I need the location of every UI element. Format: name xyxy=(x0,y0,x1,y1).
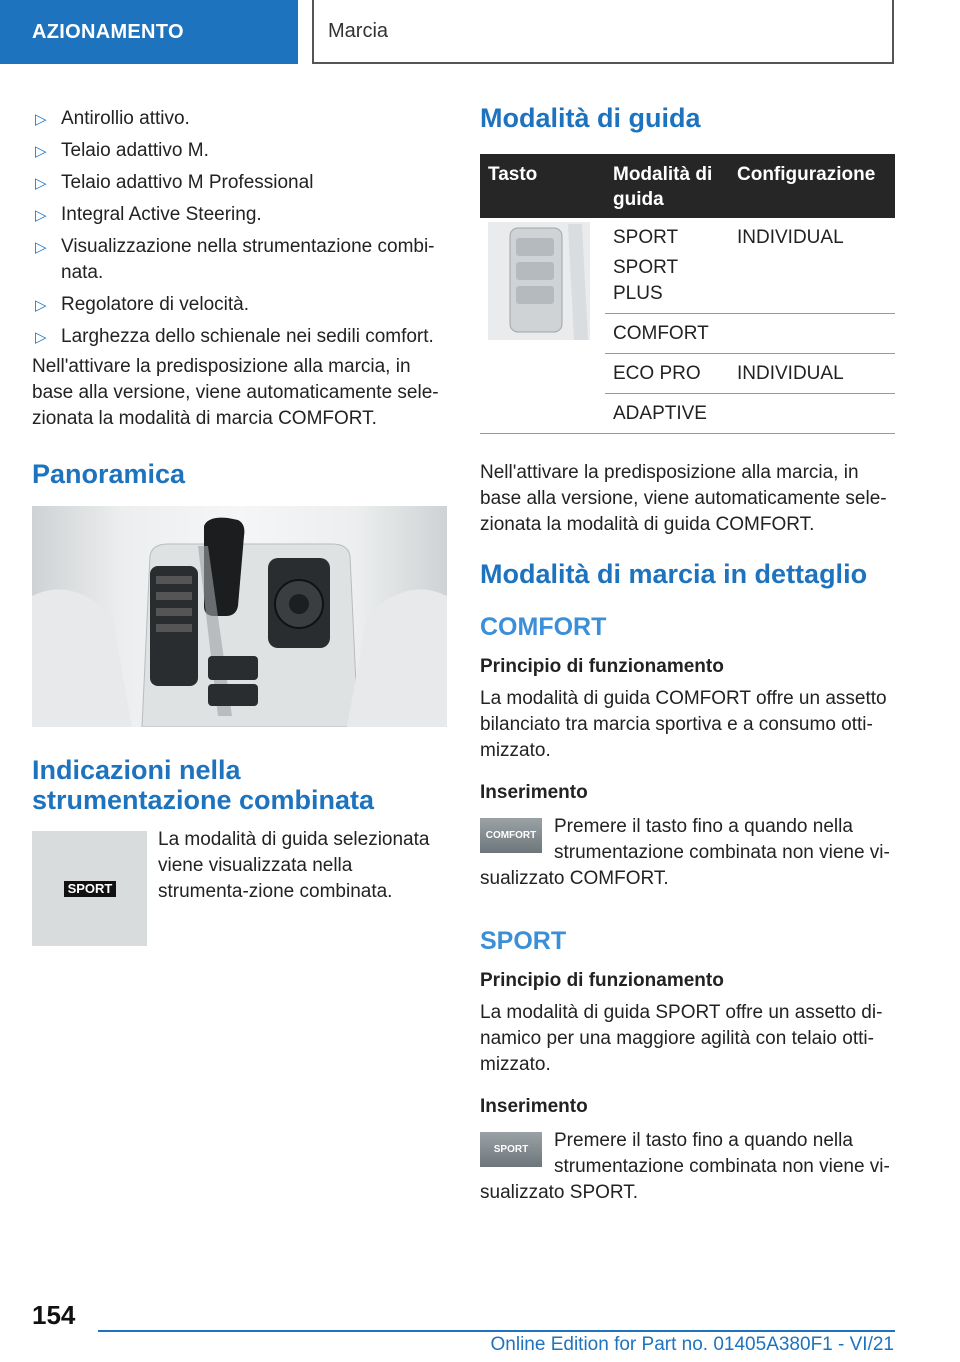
sport-button-icon: SPORT xyxy=(480,1132,542,1167)
comfort-inserimento-text: Premere il tasto fino a quando nella strumentazione combinata non viene vi-sualizzato COMFORT. xyxy=(480,816,890,889)
chapter-title: Marcia xyxy=(312,0,894,64)
table-row: ECO PRO INDIVIDUAL xyxy=(480,354,895,394)
heading-indicazioni: Indicazioni nella strumentazione combinata xyxy=(32,755,375,815)
sport-inserimento-heading: Inserimento xyxy=(480,1096,588,1117)
triangle-bullet-icon: ▷ xyxy=(35,143,47,160)
table-row: SPORT PLUS xyxy=(480,251,895,314)
list-item: ▷ Antirollio attivo. xyxy=(32,106,447,132)
triangle-bullet-icon: ▷ xyxy=(35,207,47,224)
comfort-inserimento-heading: Inserimento xyxy=(480,782,588,803)
triangle-bullet-icon: ▷ xyxy=(35,239,47,256)
section-tab: AZIONAMENTO xyxy=(0,0,298,64)
comfort-principio-heading: Principio di funzionamento xyxy=(480,656,724,677)
table-row: ADAPTIVE xyxy=(480,394,895,434)
center-console-illustration xyxy=(32,506,447,727)
list-item: ▷ Regolatore di velocità. xyxy=(32,292,447,318)
table-header-cell: Tasto xyxy=(480,154,605,218)
list-item: ▷ Visualizzazione nella strumentazione combi-nata. xyxy=(35,236,435,283)
left-column xyxy=(32,96,447,946)
heading-sport: SPORT xyxy=(480,927,567,955)
sport-principio-text: La modalità di guida SPORT offre un assetto di-namico per una maggiore agilità con telaio otti-mizzato. xyxy=(480,1002,883,1075)
table-header-cell: Configurazione xyxy=(729,154,895,218)
sport-badge: SPORT xyxy=(64,881,116,897)
heading-dettaglio: Modalità di marcia in dettaglio xyxy=(480,559,868,589)
sport-inserimento-block xyxy=(480,1128,895,1206)
heading-comfort: COMFORT xyxy=(480,613,607,641)
right-column xyxy=(480,96,895,1206)
table-header-cell: Modalità di guida xyxy=(605,154,729,218)
mode-buttons-image xyxy=(480,222,597,340)
comfort-button-icon: COMFORT xyxy=(480,818,542,853)
modalita-paragraph: Nell'attivare la predisposizione alla marcia, in base alla versione, viene automaticamente sele-zionata la modalità di guida COMFORT. xyxy=(480,462,887,535)
triangle-bullet-icon: ▷ xyxy=(35,175,47,192)
table-row: COMFORT xyxy=(480,314,895,354)
heading-modalita-guida: Modalità di guida xyxy=(480,103,701,133)
list-item: ▷ Integral Active Steering. xyxy=(32,202,447,228)
footer-divider xyxy=(98,1330,895,1332)
button-cluster-cell xyxy=(480,218,605,434)
edition-note: Online Edition for Part no. 01405A380F1 - VI/21 xyxy=(490,1334,894,1355)
list-item: ▷ Telaio adattivo M Professional xyxy=(32,170,447,196)
triangle-bullet-icon: ▷ xyxy=(35,329,47,346)
center-console-photo xyxy=(32,506,447,727)
triangle-bullet-icon: ▷ xyxy=(35,111,47,128)
comfort-inserimento-block xyxy=(480,814,895,892)
indicazioni-block xyxy=(32,831,447,946)
feature-list xyxy=(32,106,447,350)
heading-panoramica: Panoramica xyxy=(32,459,186,489)
indicazioni-text: La modalità di guida selezionata viene visualizzata nella strumenta-zione combinata. xyxy=(158,831,430,902)
intro-paragraph: Nell'attivare la predisposizione alla marcia, in base alla versione, viene automaticamente sele-zionata la modalità di marcia COMFORT. xyxy=(32,356,439,429)
driving-modes-table xyxy=(480,154,895,434)
table-row: SPORT INDIVIDUAL xyxy=(480,218,895,251)
list-item: ▷ Telaio adattivo M. xyxy=(32,138,447,164)
instrument-display-image xyxy=(32,831,147,946)
sport-inserimento-text: Premere il tasto fino a quando nella strumentazione combinata non viene vi-sualizzato SPORT. xyxy=(480,1130,890,1203)
comfort-principio-text: La modalità di guida COMFORT offre un assetto bilanciato tra marcia sportiva e a consumo otti-mizzato. xyxy=(480,688,887,761)
triangle-bullet-icon: ▷ xyxy=(35,297,47,314)
sport-principio-heading: Principio di funzionamento xyxy=(480,970,724,991)
page-number: 154 xyxy=(32,1300,76,1330)
list-item: ▷ Larghezza dello schienale nei sedili comfort. xyxy=(32,324,447,350)
